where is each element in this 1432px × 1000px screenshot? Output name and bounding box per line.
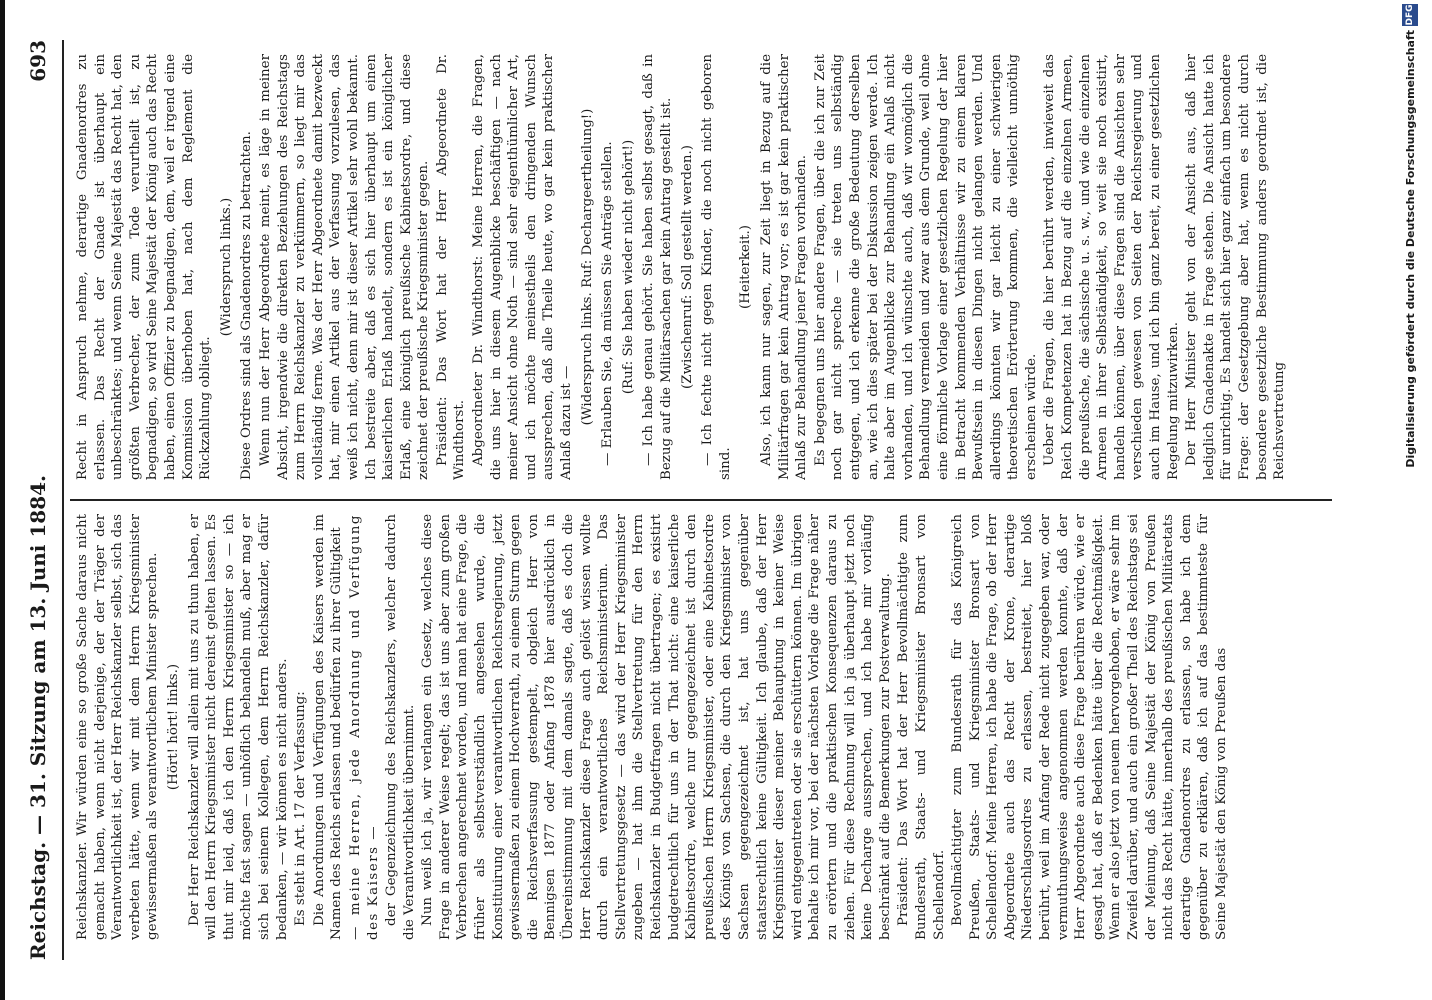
page-header bbox=[18, 40, 58, 960]
paragraph: Ueber die Fragen, die hier berührt werden, inwieweit das Reich Kompetenzen hat in Bezug auf die einzelnen Armeen, die preußische, die sächsische u. s. w., und wie die einzelnen Armeen in ihrer Selbständigkeit, so weit sie noch existirt, handeln können, über diese Fragen sind die Ansichten sehr verschieden gewesen von Seiten der Reichsregierung und auch im Hause, und ich bin ganz bereit, zu einer gesetzlichen Regelung mitzuwirken. bbox=[1042, 54, 1181, 480]
quotation: Die Anordnungen und Verfügungen des Kaisers werden im Namen des Reichs erlassen und bedürfen zu ihrer Gültigkeit bbox=[311, 514, 345, 940]
header-title: Reichstag. — 31. Sitzung am 13. Juni 1884. bbox=[26, 475, 50, 960]
paragraph: Diese Ordres sind als Gnadenordres zu betrachten. bbox=[239, 131, 255, 480]
paragraph: Der Herr Reichskanzler will allein mit uns zu thun haben, er will den Herrn Kriegsminister nicht dereinst gelten lassen. Es thut mir leid, daß ich den Herrn Kriegsminister so — ich möchte fast sagen — unhöflich behandeln muß, aber mag er sich bei seinem Kollegen, dem Herrn Reichskanzler, dafür bedanken, — wir können es nicht anders. bbox=[186, 514, 290, 940]
paragraph: — Ich habe genau gehört. Sie haben selbst gesagt, daß in Bezug auf die Militärsachen gar kein Antrag gestellt ist. bbox=[641, 54, 674, 480]
interjection: (Heiterkeit.) bbox=[738, 225, 754, 309]
speaker-statement: Abgeordneter Dr. Windthorst: Meine Herren, die Fragen, die uns hier in diesem Augenblicke beschäftigen — nach meiner Ansicht ohne Noth — sind sehr eigenthümlicher Art, und ich möchte meinestheils den dringenden Wunsch aussprechen, daß alle Theile heute, wo gar kein praktischer Anlaß dazu ist — bbox=[471, 54, 575, 480]
dfg-logo: DFG bbox=[1402, 4, 1418, 26]
column-divider bbox=[70, 499, 1332, 501]
paragraph: Es steht in Art. 17 der Verfassung: bbox=[293, 691, 309, 926]
quotation: der Gegenzeichnung des Reichskanzlers, welcher dadurch die Verantwortlichkeit übernimmt. bbox=[384, 514, 417, 940]
page-number: 693 bbox=[26, 40, 50, 82]
interjection: (Hört! hört! links.) bbox=[165, 663, 181, 791]
president-statement: Präsident: Das Wort hat der Herr Abgeordnete Dr. Windthorst. bbox=[434, 54, 468, 480]
paragraph: — meine Herren, jede Anordnung und Verfügung des Kaisers — bbox=[347, 514, 381, 940]
interjection: (Zwischenruf: Soll gestellt werden.) bbox=[679, 145, 695, 389]
paragraph: Nun weiß ich ja, wir verlangen ein Gesetz, welches diese Frage in anderer Weise regelt; das ist uns aber zum großen Verbrechen angerechnet worden, und man hat eine Frage, die früher als selbstverständlich angesehen wurde, die Konstituirung einer verantwortlichen Reichsregierung, jetzt gewissermaßen zu einem Hochverrath, zu einem Sturm gegen die Reichsverfassung gestempelt, obgleich Herr von Bennigsen 1877 oder Anfang 1878 hier ausdrücklich in Übereinstimmung mit dem damals sagte, daß es doch die Herr Reichskanzler diese Frage auch gelöst wissen wollte durch ein verantwortliches Reichsministerium. Das Stellvertretungsgesetz — das wird der Herr Kriegsminister zugeben — hat ihm die Stellvertretung für den Herrn Reichskanzler in Budgetfragen nicht übertragen; es existirt budgetrechtlich für uns in der That nicht: eine kaiserliche Kabinetsordre, welche nur gegengezeichnet ist durch den preußischen Herrn Kriegsminister, oder eine Kabinetsordre des Königs von Sachsen, die durch den Kriegsminister von Sachsen gegengezeichnet ist, hat uns gegenüber staatsrechtlich keine Gültigkeit. Ich glaube, daß der Herr Kriegsminister dieser meiner Behauptung in keiner Weise wird entgegentreten oder sie erschüttern können. Im übrigen behalte ich mir vor, bei der nächsten Vorlage die Frage näher zu erörtern und die praktischen Konsequenzen daraus zu ziehen. Für diese Rechnung will ich ja überhaupt jetzt noch keine Decharge aussprechen, und ich habe mir vorläufig beschränkt auf die Bemerkungen zur Postverwaltung. bbox=[420, 514, 893, 940]
interjection: (Widerspruch links. Ruf: Dechargeertheilung!) bbox=[579, 108, 595, 426]
president-statement: Präsident: Das Wort hat der Herr Bevollmächtigte zum Bundesrath, Staats- und Kriegsminister Bronsart von Schellendorf. bbox=[896, 514, 947, 940]
digitization-note: Digitalisierung gefördert durch die Deutsche Forschungsgemeinschaft bbox=[1404, 30, 1417, 468]
paragraph: — Erlauben Sie, da müssen Sie Anträge stellen. bbox=[600, 141, 616, 466]
paragraph: Es begegnen uns hier andere Fragen, über die ich zur Zeit noch gar nicht spreche — sie treten uns selbständig entgegen, und ich erkenne die große Bedeutung derselben an, wie ich dies später bei der Diskussion zeigen werde. Ich halte aber im Augenblicke zur Behandlung ein Anlaß nicht vorhanden, und ich wünschte auch, daß wir womöglich die Behandlung vermeiden und zwar aus dem Grunde, weil ohne eine förmliche Vorlage einer gesetzlichen Regelung der hier in Betracht kommenden Verhältnisse wir zu einem klaren Bewußtsein in diesen Dingen nicht gelangen werden. Und allerdings könnten wir gar leicht zu einer schwierigen theoretischen Erörterung kommen, die vielleicht unnöthig erscheinen würde. bbox=[812, 54, 1039, 480]
paragraph: Also, ich kann nur sagen, zur Zeit liegt in Bezug auf die Militärfragen gar kein Antrag vor; es ist gar kein praktischer Anlaß zur Behandlung jener Fragen vorhanden. bbox=[758, 54, 810, 480]
paragraph: — Ich fechte nicht gegen Kinder, die noch nicht geboren sind. bbox=[700, 54, 733, 480]
interjection: (Ruf: Sie haben wieder nicht gehört!) bbox=[620, 139, 636, 395]
interjection: (Widerspruch links.) bbox=[218, 197, 234, 337]
paragraph: Wenn nun der Herr Abgeordnete meint, es läge in meiner Absicht, irgendwie die direkten Beziehungen des Reichstags zum Herrn Reichskanzler zu verkümmern, so liegt mir das vollständig ferne. Was der Herr Abgeordnete damit bezweckt hat, mir einen Artikel aus der Verfassung vorzulesen, das weiß ich nicht, denn mir ist dieser Artikel sehr wohl bekannt. Ich bestreite aber, daß es sich hier überhaupt um einen kaiserlichen Erlaß handelt, sondern es ist ein königlicher Erlaß, eine königlich preußische Kabinetsordre, und diese zeichnet der preußische Kriegsminister gegen. bbox=[257, 54, 432, 480]
left-column bbox=[74, 514, 1326, 940]
speaker-statement: Bevollmächtigter zum Bundesrath für das Königreich Preußen, Staats- und Kriegsminister Bronsart von Schellendorf: Meine Herren, ich habe die Frage, ob der Herr Abgeordnete auch das Recht der Krone, derartige Niederschlagsordres zu erlassen, bestreitet, hier bloß berührt, weil im Anfang der Rede nicht zugegeben war, oder vermuthungsweise angenommen werden konnte, daß der Herr Abgeordnete auch diese Frage berühren würde, wie er gesagt hat, daß er Bedenken hätte über die Rechtmäßigkeit. Wenn er also jetzt von neuem hervorgehoben, er wäre sehr im Zweifel darüber, und auch ein großer Theil des Reichstags sei der Meinung, daß Seine Majestät der König von Preußen nicht das Recht hätte, innerhalb des preußischen Militäretats derartige Gnadenordres zu erlassen, so habe ich dem gegenüber zu erklären, daß ich auf das bestimmteste für Seine Majestät den König von Preußen das bbox=[950, 514, 1229, 940]
header-rule bbox=[62, 40, 64, 960]
paragraph: Recht in Anspruch nehme, derartige Gnadenordres zu erlassen. Das Recht der Gnade ist überhaupt ein unbeschränktes; und wenn Seine Majestät das Recht hat, den größten Verbrecher, der zum Tode verurtheilt ist, zu begnadigen, so wird Seine Majestät der König auch das Recht haben, einen Offizier zu begnadigen, dem, weil er irgend eine Kommission überhoben hat, nach dem Reglement die Rückzahlung obliegt. bbox=[75, 54, 214, 480]
paragraph: Der Herr Minister geht von der Ansicht aus, daß hier lediglich Gnadenakte in Frage stehen. Die Ansicht hatte ich für unrichtig. Es handelt sich hier ganz einfach um besondere Frage: der Gesetzgebung aber hat, wenn es nicht durch besondere gesetzliche Bestimmung anders geordnet ist, die Reichsvertretung bbox=[1184, 54, 1288, 480]
right-column bbox=[74, 54, 1326, 480]
paragraph: Reichskanzler. Wir würden eine so große Sache daraus nicht gemacht haben, wenn nicht derjenige, der der Träger der Verantwortlichkeit ist, der Herr Reichskanzler selbst, sich das verbeten hätte, wenn wir mit dem Herrn Kriegsminister gewissermaßen als verantwortlichem Minister sprechen. bbox=[75, 514, 161, 940]
